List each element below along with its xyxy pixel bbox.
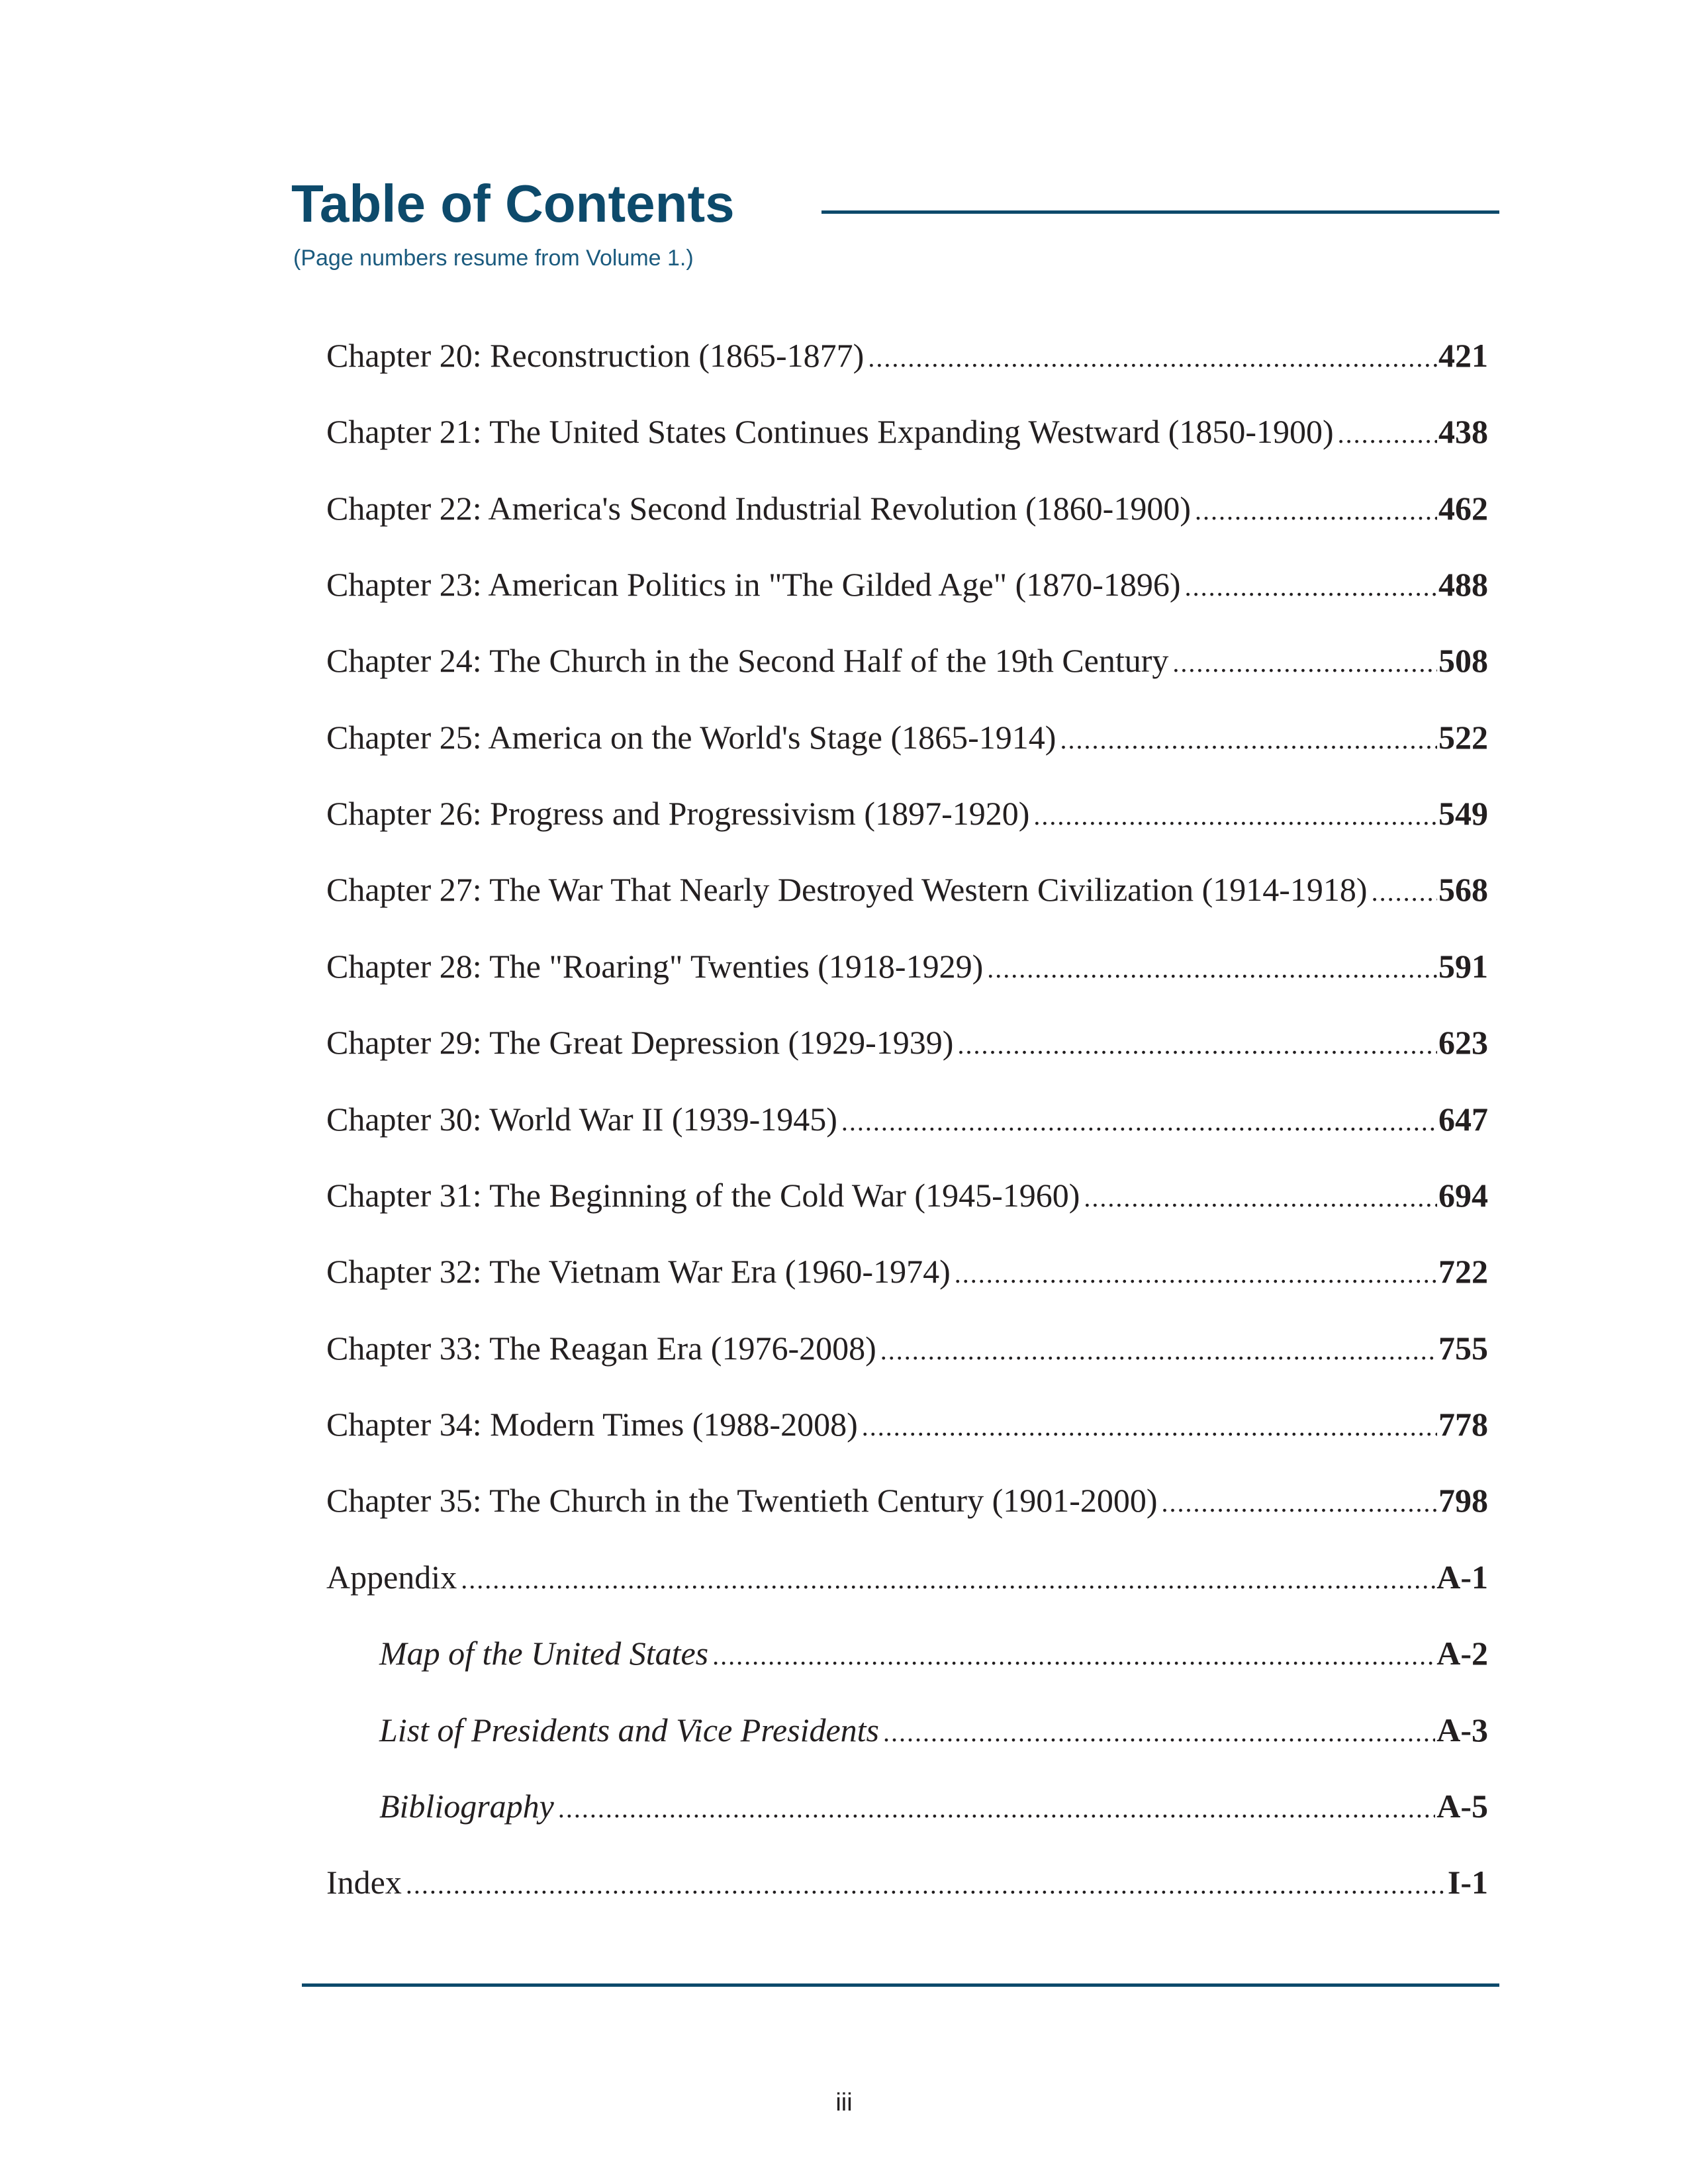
toc-entry-label: Chapter 30: World War II (1939-1945) [326, 1101, 837, 1138]
toc-entry-page: 694 [1438, 1177, 1488, 1214]
toc-entry-page: 462 [1438, 490, 1488, 527]
toc-entry-page: 798 [1438, 1482, 1488, 1519]
dot-leader [1338, 411, 1437, 457]
title-rule-divider [821, 210, 1499, 214]
toc-entry-page: 488 [1438, 566, 1488, 603]
toc-entry-label: Chapter 26: Progress and Progressivism (1897-1920) [326, 795, 1030, 832]
dot-leader [1372, 869, 1437, 915]
dot-leader [987, 946, 1437, 992]
toc-entry-label: Appendix [326, 1559, 457, 1596]
dot-leader [1185, 564, 1437, 610]
toc-entry-chapter-24[interactable] [326, 637, 1488, 684]
toc-entry-page: A-5 [1436, 1788, 1488, 1825]
dot-leader [957, 1022, 1437, 1068]
toc-entry-page: 591 [1438, 948, 1488, 985]
toc-entry-page: 755 [1438, 1330, 1488, 1367]
toc-entry-label: Chapter 21: The United States Continues Expanding Westward (1850-1900) [326, 413, 1334, 450]
dot-leader [955, 1251, 1437, 1297]
toc-entry-label: Chapter 28: The "Roaring" Twenties (1918-1929) [326, 948, 984, 985]
toc-entry-label: Chapter 29: The Great Depression (1929-1939) [326, 1024, 954, 1061]
toc-entry-label: Map of the United States [379, 1635, 709, 1672]
toc-entry-page: A-1 [1436, 1559, 1488, 1596]
dot-leader [1162, 1480, 1437, 1526]
toc-entry-page: 623 [1438, 1024, 1488, 1061]
dot-leader [841, 1099, 1437, 1145]
toc-entry-label: Chapter 32: The Vietnam War Era (1960-1974) [326, 1253, 951, 1290]
footer-rule-divider [302, 1983, 1499, 1987]
toc-entry-bibliography[interactable] [379, 1783, 1488, 1829]
toc-entry-page: 421 [1438, 337, 1488, 374]
dot-leader [883, 1709, 1435, 1756]
toc-entry-chapter-21[interactable] [326, 408, 1488, 455]
toc-entry-chapter-28[interactable] [326, 943, 1488, 989]
toc-entry-chapter-31[interactable] [326, 1172, 1488, 1218]
toc-entry-chapter-26[interactable] [326, 790, 1488, 837]
toc-entry-index[interactable] [326, 1859, 1488, 1905]
toc-entry-label: Chapter 34: Modern Times (1988-2008) [326, 1406, 858, 1443]
toc-entry-appendix[interactable] [326, 1554, 1488, 1600]
toc-entry-page: 508 [1438, 642, 1488, 679]
dot-leader [1195, 488, 1437, 534]
toc-entry-chapter-35[interactable] [326, 1477, 1488, 1524]
toc-entry-label: Chapter 25: America on the World's Stage (1865-1914) [326, 719, 1056, 756]
toc-entry-map-of-the-united-states[interactable] [379, 1630, 1488, 1676]
toc-entry-chapter-30[interactable] [326, 1096, 1488, 1142]
toc-entry-chapter-34[interactable] [326, 1401, 1488, 1447]
dot-leader [1172, 640, 1437, 686]
page-subtitle: (Page numbers resume from Volume 1.) [293, 246, 694, 271]
toc-entry-label: Bibliography [379, 1788, 554, 1825]
toc-entry-page: 778 [1438, 1406, 1488, 1443]
toc-entry-chapter-20[interactable] [326, 332, 1488, 379]
dot-leader [1033, 793, 1437, 839]
toc-entry-page: 438 [1438, 413, 1488, 450]
toc-entry-label: Chapter 33: The Reagan Era (1976-2008) [326, 1330, 876, 1367]
toc-entry-page: 549 [1438, 795, 1488, 832]
toc-entry-chapter-27[interactable] [326, 866, 1488, 913]
toc-entry-chapter-32[interactable] [326, 1248, 1488, 1295]
toc-entry-page: A-2 [1436, 1635, 1488, 1672]
dot-leader [868, 335, 1437, 381]
toc-entry-chapter-33[interactable] [326, 1325, 1488, 1371]
toc-entry-page: A-3 [1436, 1711, 1488, 1749]
toc-entry-page: I-1 [1447, 1864, 1488, 1901]
dot-leader [712, 1633, 1435, 1679]
toc-entry-label: Chapter 24: The Church in the Second Half of the 19th Century [326, 642, 1169, 679]
page-number: iii [835, 2089, 853, 2116]
toc-entry-label: Index [326, 1864, 402, 1901]
toc-entry-page: 568 [1438, 871, 1488, 908]
page-title: Table of Contents [291, 174, 735, 233]
dot-leader [862, 1404, 1437, 1450]
toc-entry-list-of-presidents[interactable] [379, 1707, 1488, 1753]
dot-leader [880, 1328, 1437, 1374]
dot-leader [1084, 1175, 1437, 1221]
dot-leader [558, 1786, 1435, 1832]
dot-leader [406, 1862, 1446, 1908]
toc-entry-label: Chapter 27: The War That Nearly Destroyed Western Civilization (1914-1918) [326, 871, 1368, 908]
toc-entry-page: 522 [1438, 719, 1488, 756]
toc-entry-chapter-23[interactable] [326, 561, 1488, 608]
toc-entry-chapter-25[interactable] [326, 714, 1488, 760]
dot-leader [461, 1557, 1435, 1603]
toc-entry-label: Chapter 22: America's Second Industrial Revolution (1860-1900) [326, 490, 1191, 527]
toc-entry-label: Chapter 23: American Politics in "The Gilded Age" (1870-1896) [326, 566, 1181, 603]
toc-entry-label: Chapter 35: The Church in the Twentieth Century (1901-2000) [326, 1482, 1158, 1519]
toc-entry-page: 647 [1438, 1101, 1488, 1138]
toc-entry-label: Chapter 31: The Beginning of the Cold War (1945-1960) [326, 1177, 1080, 1214]
toc-entry-page: 722 [1438, 1253, 1488, 1290]
dot-leader [1060, 717, 1437, 763]
toc-entry-label: Chapter 20: Reconstruction (1865-1877) [326, 337, 865, 374]
toc-entry-chapter-29[interactable] [326, 1019, 1488, 1066]
toc-entry-chapter-22[interactable] [326, 485, 1488, 531]
toc-entry-label: List of Presidents and Vice Presidents [379, 1711, 880, 1749]
